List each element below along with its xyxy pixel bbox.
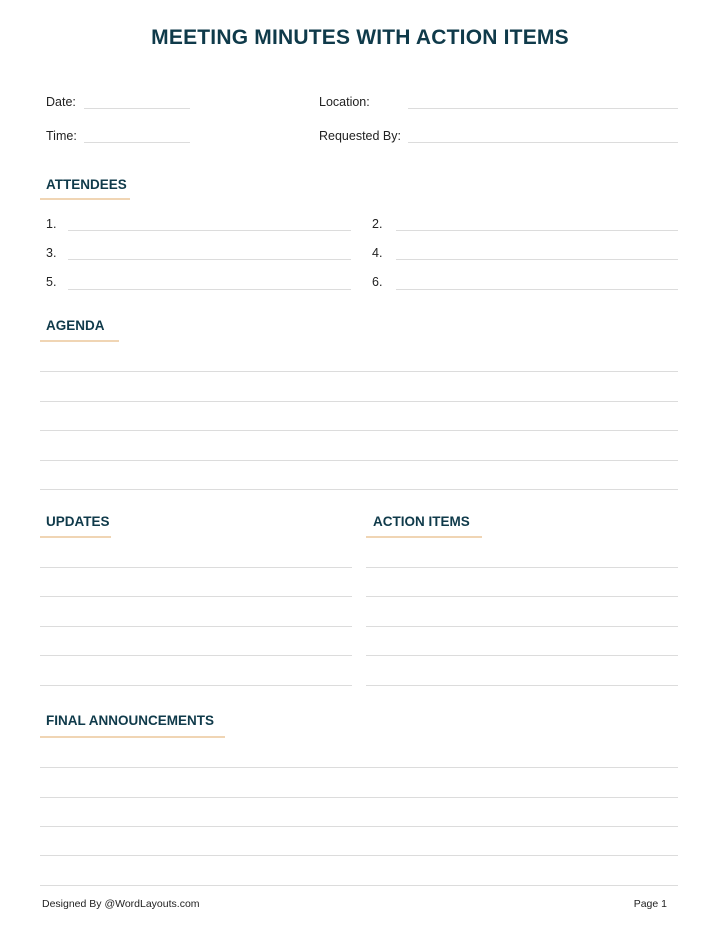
updates-line[interactable] bbox=[40, 596, 352, 597]
page-title: MEETING MINUTES WITH ACTION ITEMS bbox=[151, 26, 569, 49]
agenda-line[interactable] bbox=[40, 371, 678, 372]
attendee-field-5[interactable] bbox=[68, 289, 351, 290]
final-announcements-line[interactable] bbox=[40, 855, 678, 856]
final-announcements-heading: FINAL ANNOUNCEMENTS bbox=[46, 713, 214, 728]
location-label: Location: bbox=[319, 95, 370, 109]
date-label: Date: bbox=[46, 95, 76, 109]
final-announcements-heading-underline bbox=[40, 736, 225, 738]
attendee-field-3[interactable] bbox=[68, 259, 351, 260]
footer-divider bbox=[40, 885, 678, 886]
attendee-number-6: 6. bbox=[372, 275, 383, 289]
action-items-line[interactable] bbox=[366, 596, 678, 597]
date-field[interactable] bbox=[84, 108, 190, 109]
attendee-number-5: 5. bbox=[46, 275, 57, 289]
time-field[interactable] bbox=[84, 142, 190, 143]
final-announcements-line[interactable] bbox=[40, 767, 678, 768]
agenda-line[interactable] bbox=[40, 401, 678, 402]
agenda-line[interactable] bbox=[40, 430, 678, 431]
time-label: Time: bbox=[46, 129, 77, 143]
updates-line[interactable] bbox=[40, 655, 352, 656]
updates-heading-underline bbox=[40, 536, 111, 538]
attendee-number-2: 2. bbox=[372, 217, 383, 231]
attendee-number-3: 3. bbox=[46, 246, 57, 260]
attendee-field-1[interactable] bbox=[68, 230, 351, 231]
action-items-heading: ACTION ITEMS bbox=[373, 514, 470, 529]
final-announcements-line[interactable] bbox=[40, 826, 678, 827]
requested-by-field[interactable] bbox=[408, 142, 678, 143]
attendee-field-2[interactable] bbox=[396, 230, 678, 231]
action-items-line[interactable] bbox=[366, 685, 678, 686]
attendees-heading: ATTENDEES bbox=[46, 177, 127, 192]
attendee-field-6[interactable] bbox=[396, 289, 678, 290]
agenda-heading: AGENDA bbox=[46, 318, 105, 333]
footer-credit: Designed By @WordLayouts.com bbox=[42, 898, 200, 910]
action-items-line[interactable] bbox=[366, 567, 678, 568]
location-field[interactable] bbox=[408, 108, 678, 109]
attendee-field-4[interactable] bbox=[396, 259, 678, 260]
attendee-number-4: 4. bbox=[372, 246, 383, 260]
final-announcements-line[interactable] bbox=[40, 797, 678, 798]
attendees-heading-underline bbox=[40, 198, 130, 200]
updates-line[interactable] bbox=[40, 567, 352, 568]
agenda-line[interactable] bbox=[40, 489, 678, 490]
agenda-line[interactable] bbox=[40, 460, 678, 461]
attendee-number-1: 1. bbox=[46, 217, 57, 231]
agenda-heading-underline bbox=[40, 340, 119, 342]
requested-by-label: Requested By: bbox=[319, 129, 401, 143]
updates-line[interactable] bbox=[40, 685, 352, 686]
action-items-line[interactable] bbox=[366, 655, 678, 656]
updates-heading: UPDATES bbox=[46, 514, 110, 529]
action-items-line[interactable] bbox=[366, 626, 678, 627]
action-items-heading-underline bbox=[366, 536, 482, 538]
page-number: Page 1 bbox=[633, 898, 667, 910]
updates-line[interactable] bbox=[40, 626, 352, 627]
